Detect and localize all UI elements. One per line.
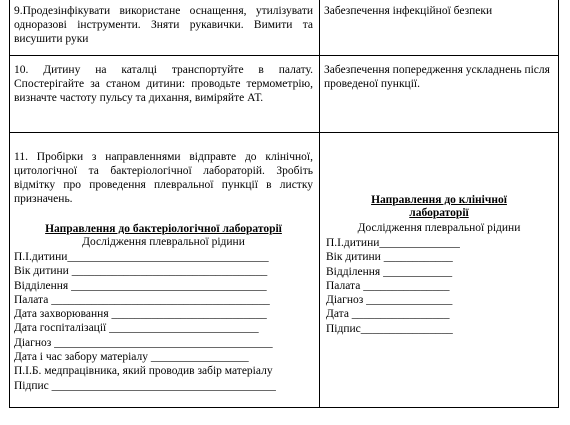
- bact-field-staff-name: П.І.Б. медпрацівника, який проводив забір матеріалу: [14, 365, 273, 378]
- clin-field-child-age: Вік дитини ____________: [326, 251, 453, 264]
- row-divider-2: [9, 132, 559, 133]
- bact-lab-form-subtitle: Дослідження плевральної рідини: [82, 236, 245, 248]
- row-divider-1: [9, 55, 559, 56]
- row2-step-text: 10. Дитину на каталці транспортуйте в палату. Спостерігайте за станом дитини: проводьте термометрію, визначте частоту пульсу та дихання, виміряйте АТ.: [14, 64, 313, 104]
- bact-field-onset-date: Дата захворювання ___________________________: [14, 308, 267, 321]
- bact-field-department: Відділення __________________________________: [14, 279, 267, 292]
- clin-field-date: Дата _________________: [326, 308, 450, 321]
- bact-field-signature: Підпис _______________________________________: [14, 379, 276, 392]
- clin-lab-form-fields: [326, 236, 554, 336]
- clin-field-child-name: П.І.дитини______________: [326, 237, 460, 249]
- bact-field-sampling-datetime: Дата і час забору матеріалу _________________: [14, 351, 249, 364]
- clin-lab-form-title-line1: Направлення до клінічної: [371, 194, 507, 206]
- row2-purpose-text: Забезпечення попередження ускладнень після проведеної пункції.: [324, 64, 550, 90]
- clin-field-ward: Палата _______________: [326, 279, 450, 292]
- table-column-divider: [319, 0, 320, 408]
- clin-field-signature: Підпис________________: [326, 322, 453, 335]
- clin-lab-form-subtitle: Дослідження плевральної рідини: [357, 222, 521, 234]
- bact-field-admission-date: Дата госпіталізації __________________________: [14, 322, 259, 335]
- table-border-right: [558, 0, 559, 408]
- bact-field-ward: Палата ______________________________________: [14, 293, 270, 306]
- clin-lab-form-title-line2: лабораторії: [409, 207, 469, 219]
- bact-field-child-age: Вік дитини __________________________________: [14, 265, 268, 278]
- table-border-left: [9, 0, 10, 408]
- row1-purpose-text: Забезпечення інфекційної безпеки: [324, 5, 493, 17]
- bact-field-child-name: П.І.дитини___________________________________: [14, 251, 269, 263]
- bact-lab-form-fields: [14, 250, 313, 393]
- table-border-bottom: [9, 407, 559, 408]
- bact-field-diagnosis: Діагноз ______________________________________: [14, 336, 273, 349]
- clin-field-diagnosis: Діагноз _______________: [326, 294, 453, 307]
- row3-step-text: 11. Пробірки з направленнями відправте до клінічної, цитологічної та бактеріологічної лабораторій. Зробіть відмітку про проведення плевральної пункції в листку призначень.: [14, 151, 313, 205]
- row1-step-text: 9.Продезінфікувати використане оснащення, утилізувати одноразові інструменти. Зняти рукавички. Вимити та висушити руки: [14, 5, 313, 45]
- bact-lab-form-title: Направлення до бактеріологічної лабораторії: [45, 223, 282, 235]
- clin-field-department: Відділення ____________: [326, 265, 453, 278]
